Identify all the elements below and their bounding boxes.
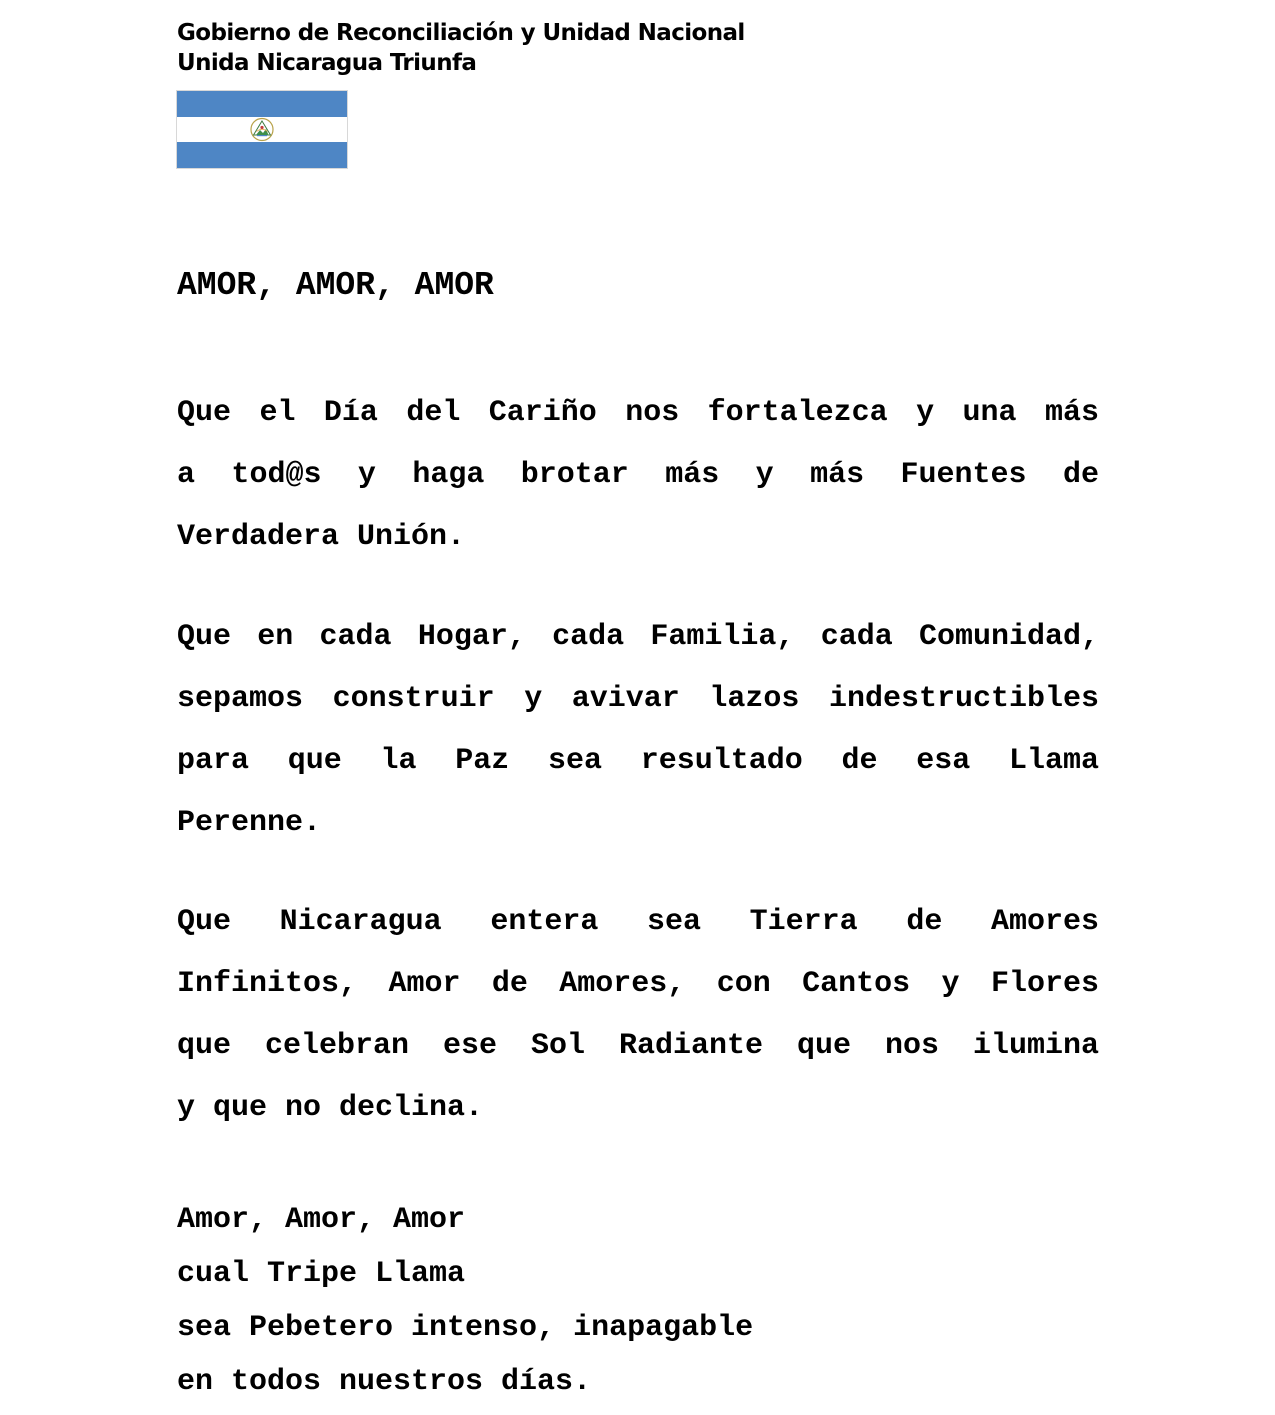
poem-line: Amor, Amor, Amor (177, 1203, 466, 1237)
paragraph-line: Perenne. (177, 806, 322, 840)
paragraph-line: a tod@s y haga brotar más y más Fuentes de (177, 458, 1099, 492)
paragraph-2 (177, 606, 1099, 854)
paragraph-line: Que en cada Hogar, cada Familia, cada Comunidad, (177, 620, 1099, 654)
paragraph-line: y que no declina. (177, 1091, 484, 1125)
paragraph-line: Que Nicaragua entera sea Tierra de Amores (177, 905, 1099, 939)
nicaragua-flag-icon (177, 91, 347, 168)
poem-line: en todos nuestros días. (177, 1365, 592, 1399)
poem-line: sea Pebetero intenso, inapagable (177, 1311, 754, 1345)
letterhead (177, 18, 745, 78)
paragraph-line: Infinitos, Amor de Amores, con Cantos y Flores (177, 967, 1099, 1001)
paragraph-line: para que la Paz sea resultado de esa Llama (177, 744, 1099, 778)
paragraph-line: sepamos construir y avivar lazos indestructibles (177, 682, 1099, 716)
paragraph-3 (177, 891, 1099, 1139)
poem-line: cual Tripe Llama (177, 1257, 466, 1291)
letterhead-slogan: Unida Nicaragua Triunfa (177, 50, 477, 76)
document-title: AMOR, AMOR, AMOR (177, 267, 494, 304)
paragraph-1 (177, 382, 1099, 568)
letterhead-government-name: Gobierno de Reconciliación y Unidad Nacional (177, 20, 745, 46)
paragraph-line: Que el Día del Cariño nos fortalezca y una más (177, 396, 1099, 430)
closing-poem (177, 1193, 753, 1409)
paragraph-line: que celebran ese Sol Radiante que nos ilumina (177, 1029, 1099, 1063)
paragraph-line: Verdadera Unión. (177, 520, 466, 554)
